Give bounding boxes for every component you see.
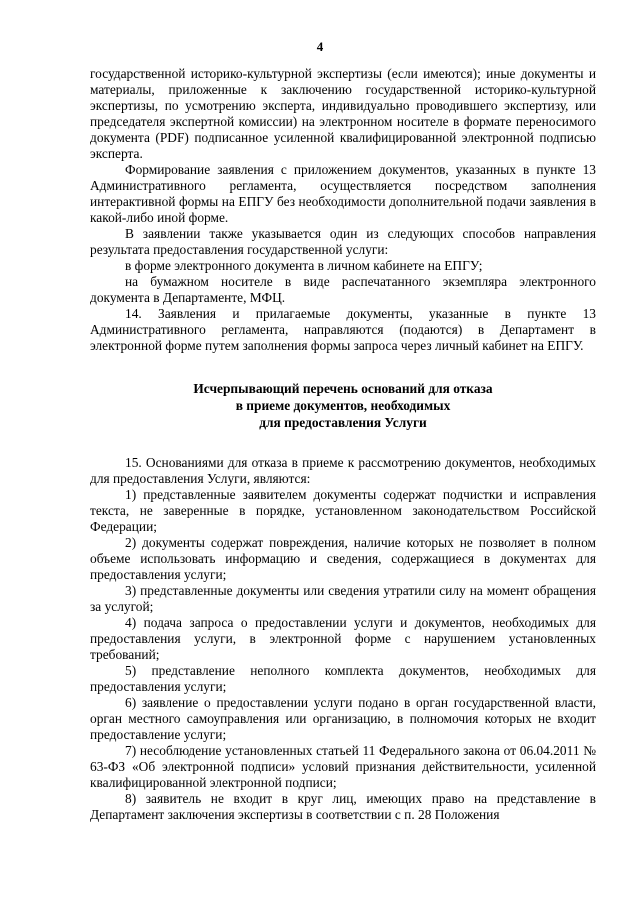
list-item-8: 8) заявитель не входит в круг лиц, имеющих право на представление в Департамент заключения экспертизы в соответствии с п. 28 Положения (90, 791, 596, 822)
paragraph-continuation: государственной историко-культурной экспертизы (если имеются); иные документы и материалы, приложенные к заключению государственной историко-культурной экспертизы, по усмотрению эксперта, индивидуально проводившего экспертизу, или председателя экспертной комиссии) на электронном носителе в формате переносимого документа (PDF) подписанное усиленной квалифицированной электронной подписью эксперта. (90, 66, 596, 161)
section-heading (90, 380, 596, 431)
page-number: 4 (316, 39, 324, 54)
list-item-7: 7) несоблюдение установленных статьей 11 Федерального закона от 06.04.2011 № 63-ФЗ «Об электронной подписи» условий признания действительности, усиленной квалифицированной электронной подписи; (90, 743, 596, 790)
heading-line: для предоставления Услуги (259, 415, 427, 430)
list-item-5: 5) представление неполного комплекта документов, необходимых для предоставления услуги; (90, 663, 596, 694)
list-item-2: 2) документы содержат повреждения, наличие которых не позволяет в полном объеме использовать информацию и сведения, содержащиеся в документах для предоставления услуги; (90, 535, 596, 582)
list-item-3: 3) представленные документы или сведения утратили силу на момент обращения за услугой; (90, 583, 596, 614)
document-body (90, 66, 596, 823)
paragraph-item-14: 14. Заявления и прилагаемые документы, указанные в пункте 13 Административного регламента, направляются (подаются) в Департамент в электронной форме путем заполнения формы запроса через личный кабинет на ЕПГУ. (90, 306, 596, 353)
list-item-6: 6) заявление о предоставлении услуги подано в орган государственной власти, орган местного самоуправления или организацию, в полномочия которых не входит предоставление услуги; (90, 695, 596, 742)
heading-line: в приеме документов, необходимых (235, 398, 451, 413)
list-item-1: 1) представленные заявителем документы содержат подчистки и исправления текста, не заверенные в порядке, установленном законодательством Российской Федерации; (90, 487, 596, 534)
paragraph-item-15: 15. Основаниями для отказа в приеме к рассмотрению документов, необходимых для предоставления Услуги, являются: (90, 455, 596, 486)
paragraph-method-electronic: в форме электронного документа в личном кабинете на ЕПГУ; (125, 258, 483, 273)
paragraph-form-submission: Формирование заявления с приложением документов, указанных в пункте 13 Административного регламента, осуществляется посредством заполнения интерактивной формы на ЕПГУ без необходимости дополнительной подачи заявления в какой-либо иной форме. (90, 162, 596, 225)
heading-line: Исчерпывающий перечень оснований для отказа (193, 381, 493, 396)
list-item-4: 4) подача запроса о предоставлении услуги и документов, необходимых для предоставления услуги, в электронной форме с нарушением установленных требований; (90, 615, 596, 662)
paragraph-method-paper: на бумажном носителе в виде распечатанного экземпляра электронного документа в Департаменте, МФЦ. (90, 274, 596, 305)
paragraph-result-methods: В заявлении также указывается один из следующих способов направления результата предоставления государственной услуги: (90, 226, 596, 257)
